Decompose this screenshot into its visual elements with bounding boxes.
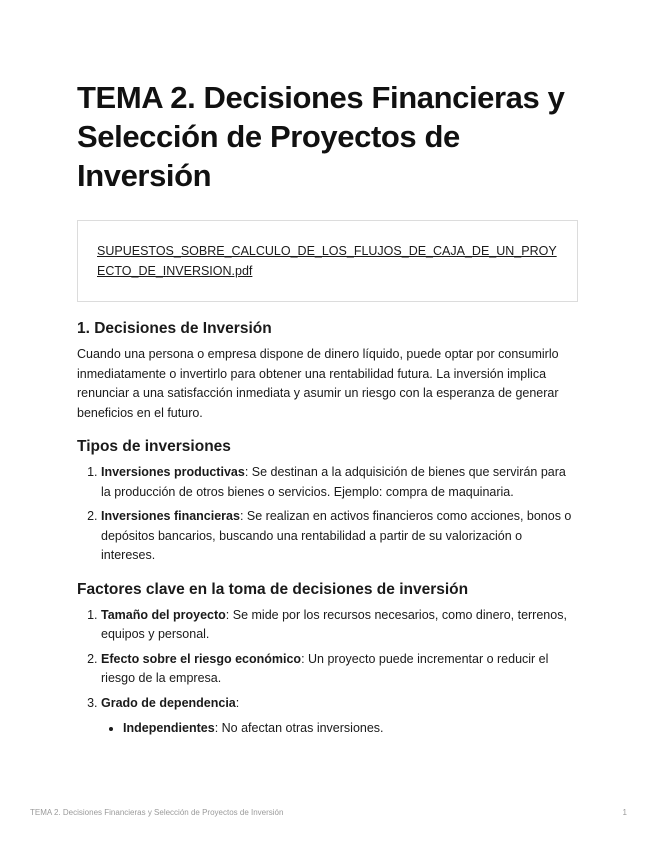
footer-title: TEMA 2. Decisiones Financieras y Selección de Proyectos de Inversión bbox=[30, 808, 284, 817]
section-heading-decisiones: 1. Decisiones de Inversión bbox=[77, 320, 272, 337]
sublist-item-term: Independientes bbox=[123, 721, 215, 735]
list-item-text: : bbox=[235, 695, 240, 710]
list-item bbox=[101, 694, 579, 739]
sublist-item bbox=[123, 719, 579, 739]
list-item-term: Inversiones productivas bbox=[101, 465, 245, 479]
tipos-list bbox=[77, 463, 579, 566]
list-item bbox=[101, 463, 579, 502]
section-paragraph: Cuando una persona o empresa dispone de dinero líquido, puede optar por consumirlo inmediatamente o invertirlo para obtener una rentabilidad futura. La inversión implica renunciar a una satisfacción inmediata y asumir un riesgo con la esperanza de generar beneficios en el futuro. bbox=[77, 347, 559, 420]
page-title: TEMA 2. Decisiones Financieras y Selección de Proyectos de Inversión bbox=[77, 80, 565, 193]
subheading-tipos: Tipos de inversiones bbox=[77, 438, 231, 455]
list-item bbox=[101, 650, 579, 689]
attachment-box bbox=[77, 220, 578, 302]
list-item bbox=[101, 606, 579, 645]
list-item-term: Grado de dependencia bbox=[101, 695, 236, 710]
page-footer bbox=[30, 808, 627, 817]
list-item-text: : Se destinan a la adquisición de bienes que servirán para la producción de otros bienes o servicios. Ejemplo: compra de maquinaria. bbox=[101, 465, 566, 499]
list-item-text: : Se realizan en activos financieros como acciones, bonos o depósitos bancarios, buscando una rentabilidad a partir de su valorización o intereses. bbox=[101, 509, 572, 562]
factores-list bbox=[77, 606, 579, 739]
list-item-text: : Un proyecto puede incrementar o reducir el riesgo de la empresa. bbox=[101, 651, 549, 685]
attachment-link[interactable]: SUPUESTOS_SOBRE_CALCULO_DE_LOS_FLUJOS_DE_CAJA_DE_UN_PROYECTO_DE_INVERSION.pdf bbox=[97, 244, 557, 278]
dependencia-sublist bbox=[101, 719, 579, 739]
list-item-term: Tamaño del proyecto bbox=[101, 607, 226, 622]
list-item-term: Inversiones financieras bbox=[101, 509, 240, 523]
list-item bbox=[101, 507, 579, 566]
list-item-text: : Se mide por los recursos necesarios, como dinero, terrenos, equipos y personal. bbox=[101, 607, 567, 641]
sublist-item-text: : No afectan otras inversiones. bbox=[214, 721, 384, 735]
list-item-term: Efecto sobre el riesgo económico bbox=[101, 651, 302, 666]
page-number: 1 bbox=[622, 808, 627, 817]
subheading-factores: Factores clave en la toma de decisiones de inversión bbox=[77, 580, 469, 598]
document-body bbox=[77, 78, 579, 744]
